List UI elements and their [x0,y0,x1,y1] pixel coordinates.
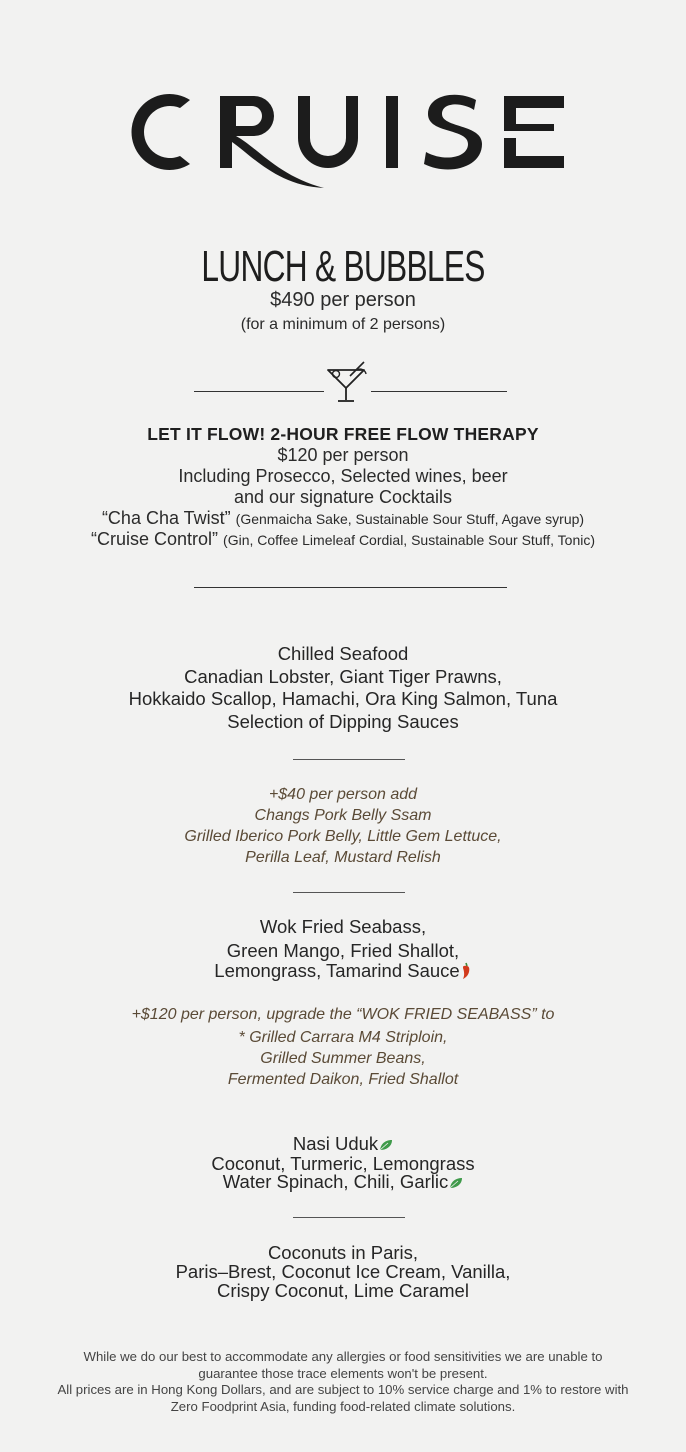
seafood-title: Chilled Seafood [277,643,409,664]
footer-disclaimer [0,1349,686,1415]
cocktail-glass-icon [324,360,368,404]
menu-title: LUNCH & BUBBLES [201,242,485,291]
footer-line3: All prices are in Hong Kong Dollars, and are subject to 10% service charge and 1% to restore with [57,1382,629,1397]
upgrade-line2: Grilled Summer Beans, [260,1050,426,1067]
free-flow-heading: LET IT FLOW! 2-HOUR FREE FLOW THERAPY [147,424,539,444]
set-price: $490 per person [270,289,416,311]
divider-right [371,391,507,392]
dessert-title: Coconuts in Paris, [267,1242,419,1263]
nasi-title-row [0,1133,686,1155]
cruise-logo [128,86,568,196]
cocktail-description: (Genmaicha Sake, Sustainable Sour Stuff, Agave syrup) [235,511,585,527]
seabass-line1: Green Mango, Fried Shallot, [226,940,460,961]
section-divider [194,587,507,588]
seafood-line2: Hokkaido Scallop, Hamachi, Ora King Salmon, Tuna [128,688,558,709]
upgrade-price: +$120 per person, upgrade the “WOK FRIED SEABASS” to [131,1006,555,1023]
cocktail-name: “Cha Cha Twist” [101,508,231,528]
nasi-line2-row [0,1171,686,1193]
course-divider [293,1217,405,1218]
dessert-line2: Crispy Coconut, Lime Caramel [217,1280,469,1301]
seabass-title: Wok Fried Seabass, [259,916,427,937]
addon-price: +$40 per person add [268,786,418,803]
divider-left [194,391,324,392]
cocktail-name: “Cruise Control” [90,529,219,549]
addon-line1: Grilled Iberico Pork Belly, Little Gem Lettuce, [184,828,502,845]
footer-line1: While we do our best to accommodate any allergies or food sensitivities we are unable to [83,1349,603,1364]
seafood-line1: Canadian Lobster, Giant Tiger Prawns, [184,666,502,687]
footer-line2: guarantee those trace elements won't be present. [198,1365,488,1381]
free-flow-price: $120 per person [277,445,409,465]
seabass-line2-row [0,960,686,982]
free-flow-line1: Including Prosecco, Selected wines, beer [178,466,508,486]
cocktail-description: (Gin, Coffee Limeleaf Cordial, Sustainable Sour Stuff, Tonic) [223,532,596,548]
minimum-note: (for a minimum of 2 persons) [240,316,446,333]
cocktail-cha-cha-twist [0,508,686,530]
upgrade-line3: Fermented Daikon, Fried Shallot [227,1071,459,1088]
seafood-line3: Selection of Dipping Sauces [227,711,459,732]
footer-line4: Zero Foodprint Asia, funding food-related climate solutions. [170,1398,516,1414]
seabass-line2: Lemongrass, Tamarind Sauce [214,960,460,981]
course-divider [293,892,405,893]
nasi-line1: Coconut, Turmeric, Lemongrass [211,1153,475,1174]
chili-pepper-icon [460,962,472,980]
addon-title: Changs Pork Belly Ssam [254,807,432,824]
leaf-icon [449,1177,463,1189]
nasi-title: Nasi Uduk [292,1133,379,1154]
upgrade-line1: * Grilled Carrara M4 Striploin, [238,1029,448,1046]
dessert-line1: Paris–Brest, Coconut Ice Cream, Vanilla, [175,1261,511,1282]
free-flow-line2: and our signature Cocktails [233,487,453,507]
cocktail-cruise-control [0,529,686,551]
leaf-icon [379,1139,393,1151]
addon-line2: Perilla Leaf, Mustard Relish [245,849,441,866]
course-divider [293,759,405,760]
nasi-line2: Water Spinach, Chili, Garlic [222,1171,449,1192]
